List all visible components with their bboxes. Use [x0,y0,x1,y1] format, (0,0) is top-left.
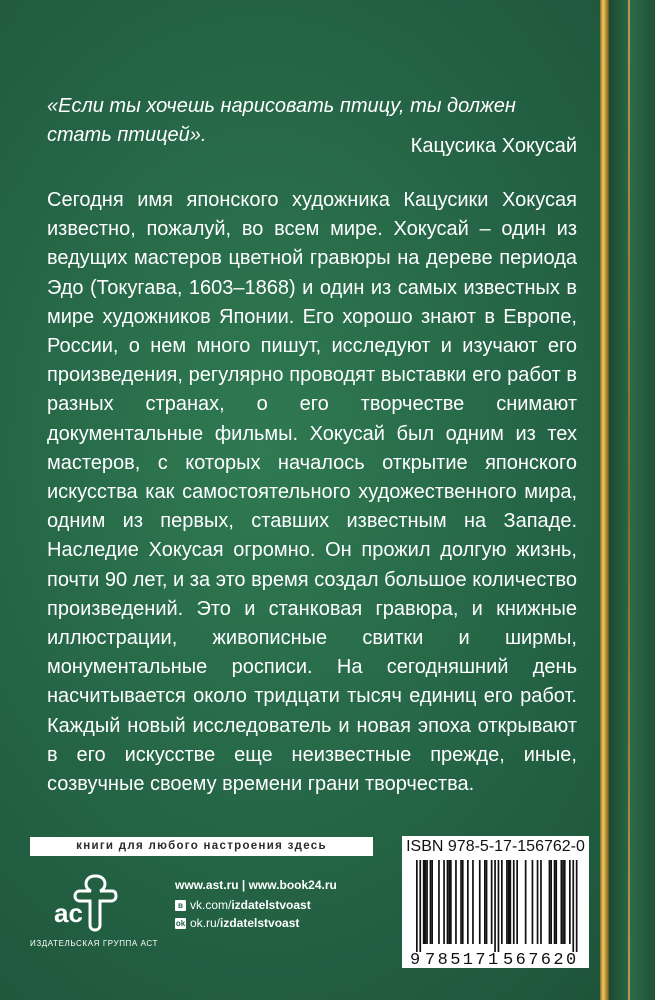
barcode-bar [460,860,462,944]
barcode-bar [525,860,527,944]
barcode-bar [443,860,445,944]
barcode-left-digits: 785171 [425,951,501,968]
barcode-bar [569,860,571,944]
barcode-bar [562,860,564,944]
barcode-bar [419,860,421,952]
barcode-bar [549,860,551,944]
barcode-bar [494,860,496,952]
barcode-bar [425,860,427,944]
gold-border-stripe [600,0,609,1000]
barcode-bar [472,860,474,944]
barcode-bar [455,860,457,944]
ean13-barcode [402,836,589,968]
barcode-bar [572,860,574,952]
barcode-bar [508,860,510,944]
barcode-bar [484,860,486,944]
barcode-right-digits: 567620 [503,951,579,968]
website-links[interactable]: www.ast.ru | www.book24.ru [175,878,337,892]
barcode-bar [498,860,500,952]
barcode-bar [426,860,428,944]
barcode-bar [448,860,450,944]
ok-link[interactable]: ok ok.ru/izdatelstvoast [175,916,300,930]
epigraph-author: Кацусика Хокусай [410,135,577,157]
barcode-panel [402,836,589,968]
barcode-bar [450,860,452,944]
barcode-bar [510,860,512,944]
barcode-bar [431,860,433,944]
barcode-bar [447,860,449,944]
barcode-bar [438,860,440,944]
barcode-bar [576,860,578,952]
barcode-bar [479,860,481,944]
barcode-first-digit: 9 [410,951,421,968]
barcode-bar [423,860,425,944]
epigraph-quote: «Если ты хочешь нарисовать птицу, ты должен стать птицей». [47,95,516,146]
ok-icon: ok [175,918,186,928]
barcode-bar [540,860,542,944]
isbn-number: ISBN 978-5-17-156762-0 [406,838,585,855]
barcode-bar [550,860,552,944]
barcode-bar [554,860,556,944]
barcode-bar [561,860,563,944]
publisher-name: ИЗДАТЕЛЬСКАЯ ГРУППА АСТ [30,939,159,948]
barcode-bar [416,860,418,952]
vk-link[interactable]: в vk.com/izdatelstvoast [175,898,311,912]
book-description: Сегодня имя японского художника Кацусики Хокусая известно, пожалуй, во всем мире. Хокусай – один из ведущих мастеров цветной гравюры на дереве периода Эдо (Токугава, 1603–1868) и один из самых известных в мире художников Японии. Его хорошо знают в Европе, России, о нем много пишут, исследуют и изучают его произведения, регулярно проводят выставки его работ в разных странах, о его творчестве снимают документальные фильмы. Хокусай был одним из тех мастеров, с которых началось открытие японского искусства как самостоятельного художественного мира, одним из первых, ставших известным на Западе. Наследие Хокусая огромно. Он прожил долгую жизнь, почти 90 лет, и за это время создал большое количество произведений. Это и станковая гравюра, и книжные иллюстрации, живописные свитки и ширмы, монументальные росписи. На сегодняшний день насчитывается около тридцати тысяч единиц его работ. Каждый новый исследователь и новая эпоха открывают в его искусстве еще неизвестные прежде, иные, созвучные своему времени грани творчества. [47,189,577,796]
tagline-banner: книги для любого настроения здесь [30,837,373,856]
barcode-bar [513,860,515,944]
spine-edge [609,0,655,1000]
barcode-bar [537,860,539,944]
ast-logo-text: ас [54,898,83,928]
barcode-bar [516,860,518,944]
barcode-bar [486,860,488,944]
vk-icon: в [175,900,186,911]
barcode-bar [555,860,557,944]
barcode-bar [564,860,566,944]
barcode-bar [532,860,534,944]
barcode-bar [491,860,493,944]
spine-ornament-line [628,0,630,1000]
barcode-bar [506,860,508,944]
barcode-bar [462,860,464,944]
ast-logo [52,872,120,932]
barcode-bar [430,860,432,944]
barcode-bar [467,860,469,944]
barcode-bar [501,860,503,944]
